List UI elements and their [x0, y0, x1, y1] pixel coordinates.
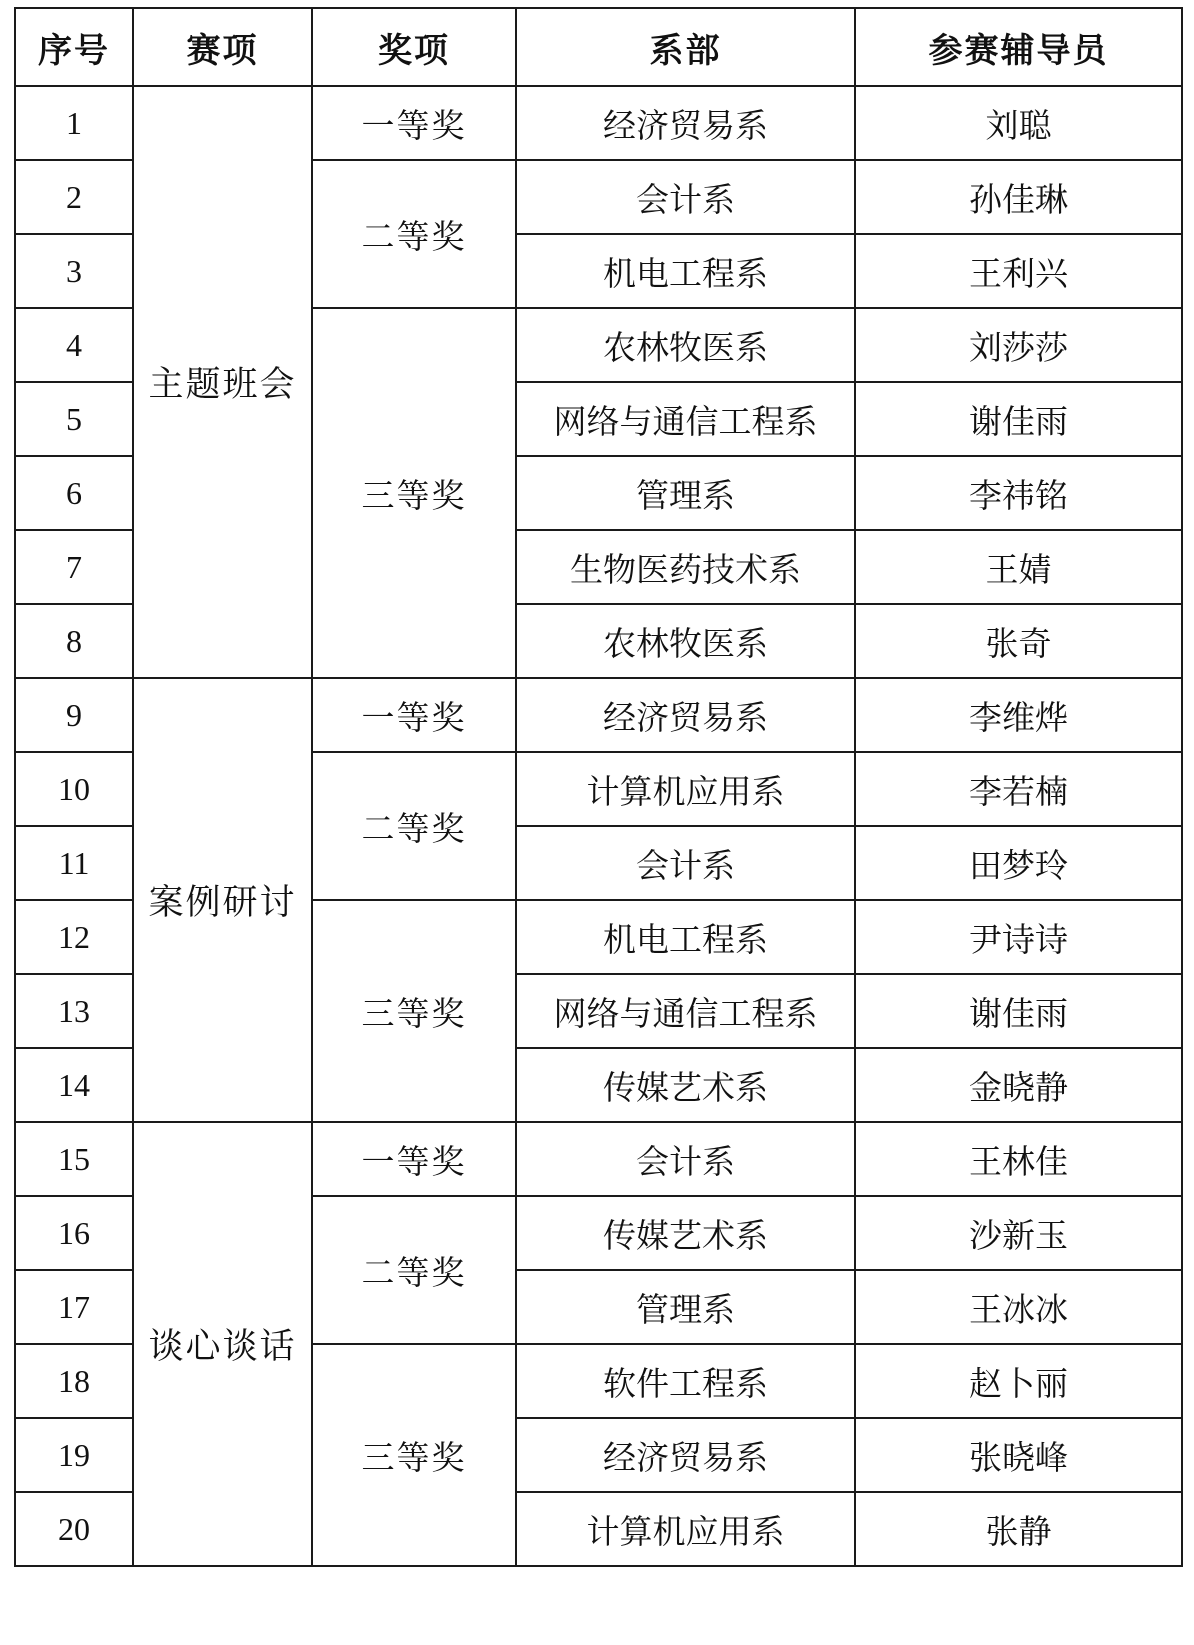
row-number: 13 — [15, 974, 133, 1048]
category-cell: 谈心谈话 — [133, 1122, 312, 1566]
counselor-name-cell: 谢佳雨 — [855, 974, 1182, 1048]
award-level-cell: 三等奖 — [312, 900, 516, 1122]
header-category: 赛项 — [133, 8, 312, 86]
table-body — [15, 86, 1182, 1566]
row-number: 15 — [15, 1122, 133, 1196]
department-cell: 会计系 — [516, 160, 855, 234]
department-cell: 农林牧医系 — [516, 604, 855, 678]
department-cell: 计算机应用系 — [516, 1492, 855, 1566]
department-cell: 软件工程系 — [516, 1344, 855, 1418]
department-cell: 计算机应用系 — [516, 752, 855, 826]
department-cell: 传媒艺术系 — [516, 1048, 855, 1122]
category-cell: 案例研讨 — [133, 678, 312, 1122]
row-number: 8 — [15, 604, 133, 678]
header-row — [15, 8, 1182, 86]
counselor-name-cell: 王利兴 — [855, 234, 1182, 308]
award-level-cell: 一等奖 — [312, 678, 516, 752]
row-number: 2 — [15, 160, 133, 234]
table-header — [15, 8, 1182, 86]
counselor-name-cell: 王冰冰 — [855, 1270, 1182, 1344]
counselor-name-cell: 张晓峰 — [855, 1418, 1182, 1492]
department-cell: 机电工程系 — [516, 234, 855, 308]
counselor-name-cell: 李祎铭 — [855, 456, 1182, 530]
counselor-name-cell: 李若楠 — [855, 752, 1182, 826]
row-number: 20 — [15, 1492, 133, 1566]
award-level-cell: 二等奖 — [312, 160, 516, 308]
row-number: 1 — [15, 86, 133, 160]
row-number: 19 — [15, 1418, 133, 1492]
table-row — [15, 1122, 1182, 1196]
row-number: 12 — [15, 900, 133, 974]
award-level-cell: 二等奖 — [312, 1196, 516, 1344]
row-number: 9 — [15, 678, 133, 752]
counselor-name-cell: 孙佳琳 — [855, 160, 1182, 234]
award-level-cell: 二等奖 — [312, 752, 516, 900]
department-cell: 经济贸易系 — [516, 1418, 855, 1492]
award-level-cell: 三等奖 — [312, 308, 516, 678]
row-number: 7 — [15, 530, 133, 604]
department-cell: 会计系 — [516, 826, 855, 900]
row-number: 16 — [15, 1196, 133, 1270]
counselor-name-cell: 刘聪 — [855, 86, 1182, 160]
award-level-cell: 一等奖 — [312, 86, 516, 160]
department-cell: 经济贸易系 — [516, 678, 855, 752]
row-number: 5 — [15, 382, 133, 456]
department-cell: 会计系 — [516, 1122, 855, 1196]
department-cell: 农林牧医系 — [516, 308, 855, 382]
header-award: 奖项 — [312, 8, 516, 86]
row-number: 17 — [15, 1270, 133, 1344]
row-number: 10 — [15, 752, 133, 826]
counselor-name-cell: 张静 — [855, 1492, 1182, 1566]
row-number: 3 — [15, 234, 133, 308]
counselor-name-cell: 谢佳雨 — [855, 382, 1182, 456]
counselor-name-cell: 金晓静 — [855, 1048, 1182, 1122]
department-cell: 网络与通信工程系 — [516, 382, 855, 456]
row-number: 18 — [15, 1344, 133, 1418]
header-number: 序号 — [15, 8, 133, 86]
header-department: 系部 — [516, 8, 855, 86]
counselor-name-cell: 尹诗诗 — [855, 900, 1182, 974]
awards-table — [14, 7, 1183, 1567]
award-level-cell: 一等奖 — [312, 1122, 516, 1196]
department-cell: 传媒艺术系 — [516, 1196, 855, 1270]
counselor-name-cell: 李维烨 — [855, 678, 1182, 752]
department-cell: 机电工程系 — [516, 900, 855, 974]
category-cell: 主题班会 — [133, 86, 312, 678]
counselor-name-cell: 张奇 — [855, 604, 1182, 678]
row-number: 4 — [15, 308, 133, 382]
counselor-name-cell: 沙新玉 — [855, 1196, 1182, 1270]
counselor-name-cell: 田梦玲 — [855, 826, 1182, 900]
counselor-name-cell: 王婧 — [855, 530, 1182, 604]
row-number: 11 — [15, 826, 133, 900]
award-level-cell: 三等奖 — [312, 1344, 516, 1566]
table-row — [15, 86, 1182, 160]
table-row — [15, 678, 1182, 752]
counselor-name-cell: 王林佳 — [855, 1122, 1182, 1196]
counselor-name-cell: 赵卜丽 — [855, 1344, 1182, 1418]
department-cell: 生物医药技术系 — [516, 530, 855, 604]
counselor-name-cell: 刘莎莎 — [855, 308, 1182, 382]
row-number: 14 — [15, 1048, 133, 1122]
department-cell: 管理系 — [516, 1270, 855, 1344]
header-counselor: 参赛辅导员 — [855, 8, 1182, 86]
row-number: 6 — [15, 456, 133, 530]
department-cell: 管理系 — [516, 456, 855, 530]
department-cell: 网络与通信工程系 — [516, 974, 855, 1048]
department-cell: 经济贸易系 — [516, 86, 855, 160]
